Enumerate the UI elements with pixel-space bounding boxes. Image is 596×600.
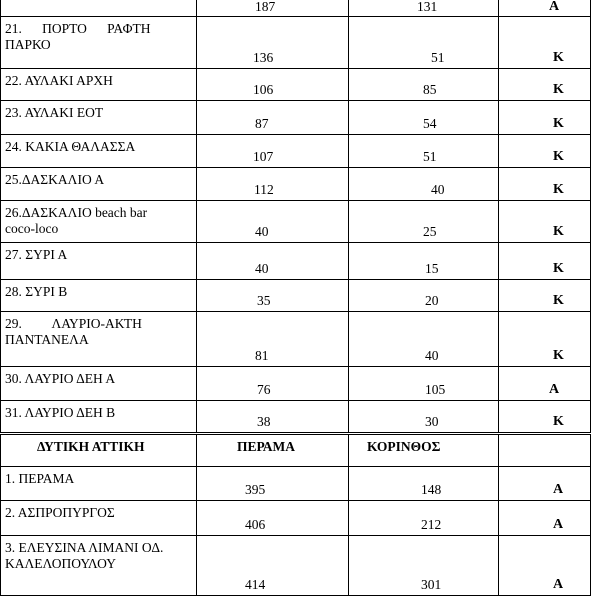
place-cell <box>1 101 197 135</box>
place-name <box>1 467 196 487</box>
value-1: 112 <box>254 182 274 197</box>
value-2: 51 <box>431 50 445 65</box>
place-name-line-1: 31. ΛΑΥΡΙΟ ΔΕΗ Β <box>5 405 116 420</box>
grade-cell <box>499 201 591 243</box>
value-1: 76 <box>257 382 271 397</box>
value-cell-2 <box>349 312 499 367</box>
place-name-line-1: 23. ΑΥΛΑΚΙ ΕΟΤ <box>5 105 104 120</box>
place-name <box>1 168 196 188</box>
table-row <box>1 168 591 201</box>
place-name-line-1: 27. ΣΥΡΙ Α <box>5 247 68 262</box>
value-2: 105 <box>425 382 446 397</box>
grade-cell <box>499 69 591 101</box>
grade: Α <box>553 577 564 592</box>
table-row <box>1 0 591 17</box>
value-2: 212 <box>421 517 442 532</box>
place-name <box>1 135 196 155</box>
value-cell-2 <box>349 0 499 17</box>
table-row <box>1 69 591 101</box>
value-1: 106 <box>253 82 274 97</box>
place-cell <box>1 280 197 312</box>
place-name-line-2: coco-loco <box>5 221 59 236</box>
value-1: 81 <box>255 348 269 363</box>
grade-cell <box>499 536 591 596</box>
value-cell-2 <box>349 101 499 135</box>
column-header-cell-1 <box>197 434 349 467</box>
table-row <box>1 243 591 280</box>
value-cell-1 <box>197 69 349 101</box>
grade-cell <box>499 243 591 280</box>
grade-cell <box>499 17 591 69</box>
grade: Κ <box>553 224 564 239</box>
table-row <box>1 367 591 401</box>
place-cell <box>1 401 197 434</box>
table-row <box>1 101 591 135</box>
place-name <box>1 401 196 421</box>
place-name-line-1: 29. ΛΑΥΡΙΟ-ΑΚΤΗ <box>5 316 142 331</box>
place-name-line-1: 1. ΠΕΡΑΜΑ <box>5 471 75 486</box>
grade-cell <box>499 401 591 434</box>
value-cell-1 <box>197 201 349 243</box>
section-header-row <box>1 434 591 467</box>
value-cell-2 <box>349 280 499 312</box>
place-name <box>1 280 196 300</box>
value-cell-2 <box>349 17 499 69</box>
value-1: 414 <box>245 577 266 592</box>
grade-cell <box>499 0 591 17</box>
place-name <box>1 501 196 521</box>
place-cell <box>1 168 197 201</box>
place-cell <box>1 135 197 168</box>
value-cell-1 <box>197 367 349 401</box>
place-name-line-1: 28. ΣΥΡΙ Β <box>5 284 68 299</box>
grade: Κ <box>553 82 564 97</box>
grade: Α <box>549 382 560 397</box>
value-1: 40 <box>255 261 269 276</box>
value-cell-1 <box>197 168 349 201</box>
value-cell-2 <box>349 168 499 201</box>
region-header: ΔΥΤΙΚΗ ΑΤΤΙΚΗ <box>37 439 145 454</box>
grade: Κ <box>553 261 564 276</box>
grade: Κ <box>553 293 564 308</box>
table-row <box>1 501 591 536</box>
place-cell <box>1 467 197 501</box>
table-row <box>1 536 591 596</box>
place-name <box>1 101 196 121</box>
value-cell-1 <box>197 536 349 596</box>
value-2: 30 <box>425 414 439 429</box>
table-row <box>1 280 591 312</box>
value-cell-2 <box>349 69 499 101</box>
place-name-line-1: 2. ΑΣΠΡΟΠΥΡΓΟΣ <box>5 505 115 520</box>
grade-cell <box>499 168 591 201</box>
grade: Κ <box>553 149 564 164</box>
grade: Α <box>553 517 564 532</box>
table-row <box>1 467 591 501</box>
grade-cell <box>499 501 591 536</box>
value-cell-2 <box>349 467 499 501</box>
grade-cell <box>499 280 591 312</box>
grade: Κ <box>553 414 564 429</box>
table-row <box>1 401 591 434</box>
place-name-line-1: 30. ΛΑΥΡΙΟ ΔΕΗ Α <box>5 371 116 386</box>
value-1: 87 <box>255 116 269 131</box>
place-name-line-2: ΠΑΡΚΟ <box>5 37 51 52</box>
value-cell-2 <box>349 401 499 434</box>
value-2: 20 <box>425 293 439 308</box>
value-1: 406 <box>245 517 266 532</box>
place-cell <box>1 312 197 367</box>
value-1: 136 <box>253 50 274 65</box>
value-2: 301 <box>421 577 442 592</box>
value-cell-1 <box>197 17 349 69</box>
value-1: 187 <box>255 0 276 14</box>
place-name-line-1: 3. ΕΛΕΥΣΙΝΑ ΛΙΜΑΝΙ ΟΔ. <box>5 540 164 555</box>
value-cell-2 <box>349 243 499 280</box>
value-1: 38 <box>257 414 271 429</box>
place-name <box>1 69 196 89</box>
place-name <box>1 312 196 348</box>
place-name <box>1 243 196 263</box>
value-cell-1 <box>197 312 349 367</box>
grade-header-cell <box>499 434 591 467</box>
grade-cell <box>499 367 591 401</box>
place-cell <box>1 501 197 536</box>
value-1: 40 <box>255 224 269 239</box>
value-2: 148 <box>421 482 442 497</box>
column-header-cell-2 <box>349 434 499 467</box>
place-name-line-2: ΚΑΛΕΛΟΠΟΥΛΟΥ <box>5 556 116 571</box>
value-cell-1 <box>197 467 349 501</box>
place-name-line-1: 21. ΠΟΡΤΟ ΡΑΦΤΗ <box>5 21 151 36</box>
grade-cell <box>499 101 591 135</box>
value-cell-1 <box>197 101 349 135</box>
value-cell-1 <box>197 135 349 168</box>
value-2: 40 <box>431 182 445 197</box>
value-cell-1 <box>197 501 349 536</box>
value-2: 40 <box>425 348 439 363</box>
place-name <box>1 367 196 387</box>
table-row <box>1 135 591 168</box>
place-name-line-1: 24. ΚΑΚΙΑ ΘΑΛΑΣΣΑ <box>5 139 136 154</box>
place-name <box>1 201 196 237</box>
value-cell-1 <box>197 0 349 17</box>
place-cell <box>1 69 197 101</box>
place-name <box>1 17 196 53</box>
grade-cell <box>499 312 591 367</box>
grade: Κ <box>553 50 564 65</box>
region-header-cell <box>1 434 197 467</box>
place-cell <box>1 367 197 401</box>
grade: Α <box>549 0 560 14</box>
value-2: 51 <box>423 149 437 164</box>
value-cell-1 <box>197 401 349 434</box>
value-cell-1 <box>197 280 349 312</box>
table-row <box>1 201 591 243</box>
place-name <box>1 536 196 572</box>
value-2: 25 <box>423 224 437 239</box>
place-cell <box>1 536 197 596</box>
column-header-2: ΚΟΡΙΝΘΟΣ <box>367 439 441 454</box>
value-cell-2 <box>349 135 499 168</box>
value-2: 85 <box>423 82 437 97</box>
place-name-line-1: 25.ΔΑΣΚΑΛΙΟ Α <box>5 172 105 187</box>
table-row <box>1 312 591 367</box>
grade-cell <box>499 135 591 168</box>
value-cell-2 <box>349 501 499 536</box>
place-cell <box>1 243 197 280</box>
place-name-line-1: 26.ΔΑΣΚΑΛΙΟ beach bar <box>5 205 148 220</box>
grade: Κ <box>553 182 564 197</box>
value-2: 131 <box>417 0 438 14</box>
value-2: 54 <box>423 116 437 131</box>
grade-cell <box>499 467 591 501</box>
place-name-line-2: ΠΑΝΤΑΝΕΛΑ <box>5 332 89 347</box>
value-1: 35 <box>257 293 271 308</box>
column-header-1: ΠΕΡΑΜΑ <box>237 439 296 454</box>
place-cell <box>1 0 197 17</box>
value-1: 395 <box>245 482 266 497</box>
value-2: 15 <box>425 261 439 276</box>
value-cell-2 <box>349 367 499 401</box>
grade: Κ <box>553 116 564 131</box>
grade: Κ <box>553 348 564 363</box>
place-name-line-1: 22. ΑΥΛΑΚΙ ΑΡΧΗ <box>5 73 113 88</box>
value-cell-2 <box>349 201 499 243</box>
place-cell <box>1 17 197 69</box>
table-row <box>1 17 591 69</box>
value-cell-1 <box>197 243 349 280</box>
value-1: 107 <box>253 149 274 164</box>
value-cell-2 <box>349 536 499 596</box>
place-cell <box>1 201 197 243</box>
grade: Α <box>553 482 564 497</box>
